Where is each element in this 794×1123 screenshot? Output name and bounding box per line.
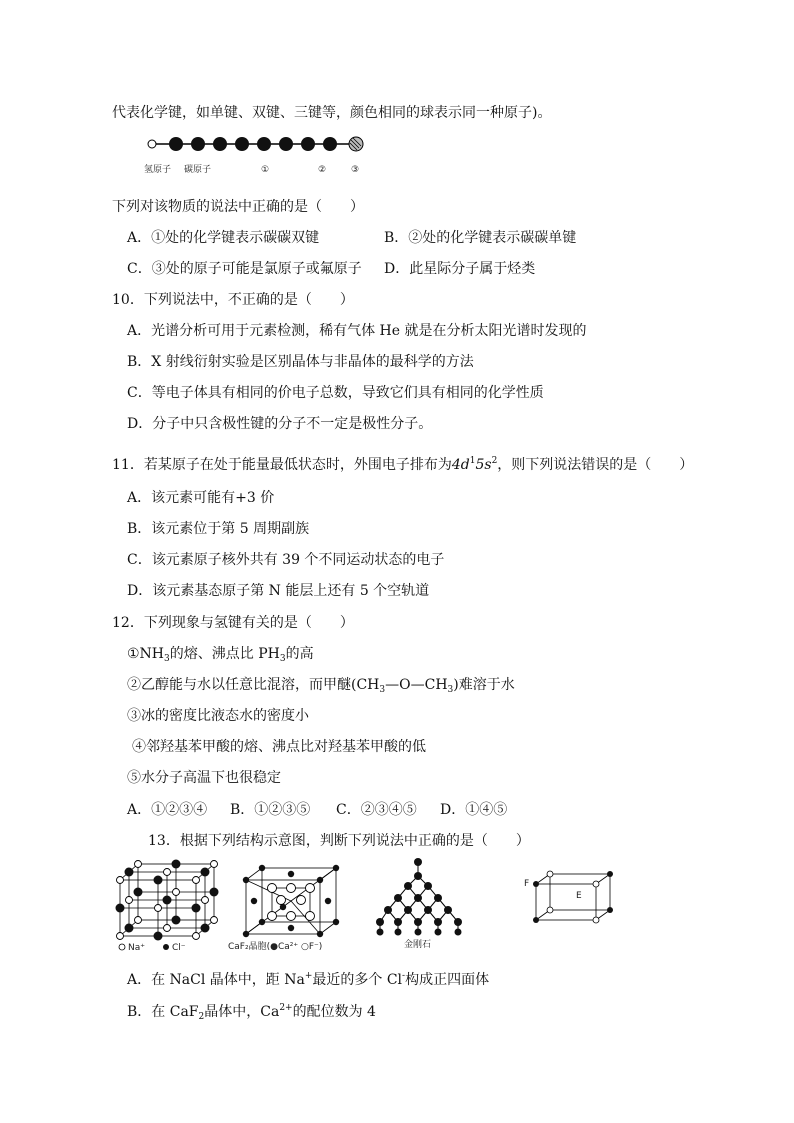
q12-choice-a: A．①②③④ <box>127 802 208 818</box>
carbon-atom <box>301 137 315 151</box>
label-m2: ② <box>318 165 327 175</box>
q13-optA-mid: 最近的多个 Cl <box>312 972 403 988</box>
q12-item-4: ④邻羟基苯甲酸的熔、沸点比对羟基苯甲酸的低 <box>132 739 426 755</box>
label-hydrogen: 氢原子 <box>144 165 172 175</box>
q11-option-a: A．该元素可能有+3 价 <box>127 490 275 506</box>
label-m1: ① <box>261 165 270 175</box>
q12-stem: 12．下列现象与氢键有关的是（ ） <box>112 615 354 631</box>
config-d: d <box>460 457 470 473</box>
carbon-atom <box>279 137 293 151</box>
q13-optA-pre: A．在 NaCl 晶体中，距 Na <box>127 972 305 988</box>
q12-choice-b: B．①②③⑤ <box>230 802 311 818</box>
q11-stem <box>112 452 693 474</box>
q13-optA-sup2: - <box>402 971 406 981</box>
q9-option-a: A．①处的化学键表示碳碳双键 <box>127 230 320 246</box>
q13-option-a <box>127 967 489 989</box>
q13-option-b <box>127 999 376 1026</box>
q10-option-c: C．等电子体具有相同的价电子总数，导致它们具有相同的化学性质 <box>127 385 544 401</box>
q10-option-a: A．光谱分析可用于元素检测，稀有气体 He 就是在分析太阳光谱时发现的 <box>127 323 587 339</box>
q11-stem-pre: 11．若某原子在处于能量最低状态时，外围电子排布为 <box>112 457 452 473</box>
q12-item1-c: 的高 <box>285 646 314 662</box>
label-carbon: 碳原子 <box>184 165 212 175</box>
q11-option-d: D．该元素基态原子第 N 能层上还有 5 个空轨道 <box>127 583 430 599</box>
q12-item-2 <box>127 676 515 699</box>
q12-item2-sub2: 3 <box>447 685 454 695</box>
diamond-lattice-figure <box>372 856 468 950</box>
q10-option-b: B．X 射线衍射实验是区别晶体与非晶体的最科学的方法 <box>127 354 474 370</box>
q13-optB-post: 的配位数为 4 <box>292 1004 376 1020</box>
q13-optB-sub: 2 <box>198 1012 205 1022</box>
nacl-na-label: Na⁺ <box>128 943 145 952</box>
q13-optA-post: 构成正四面体 <box>405 972 490 988</box>
q12-choice-c: C．②③④⑤ <box>336 802 417 818</box>
q13-optB-sup: 2+ <box>279 1003 293 1013</box>
q12-item1-b: 的熔、沸点比 PH <box>169 646 280 662</box>
config-sup-2: 2 <box>491 456 498 466</box>
q12-item-3: ③冰的密度比液态水的密度小 <box>127 708 309 724</box>
q11-option-b: B．该元素位于第 5 周期副族 <box>127 521 310 537</box>
q12-item1-a: ①NH <box>127 646 165 662</box>
q9-option-c: C．③处的原子可能是氯原子或氟原子 <box>127 261 362 277</box>
carbon-atom <box>235 137 249 151</box>
config-5: 5 <box>475 457 485 473</box>
q13-optB-pre: B．在 CaF <box>127 1004 199 1020</box>
carbon-atom <box>213 137 227 151</box>
hydrogen-atom <box>148 140 156 148</box>
caf2-lattice-figure <box>228 862 352 952</box>
q13-stem: 13．根据下列结构示意图，判断下列说法中正确的是（ ） <box>148 833 530 849</box>
q12-item2-b: —O—CH <box>385 677 448 693</box>
caf2-label: CaF₂晶胞(●Ca²⁺ ○F⁻) <box>228 942 323 952</box>
q9-option-d: D．此星际分子属于烃类 <box>384 261 536 277</box>
nacl-cl-label: Cl⁻ <box>172 943 186 952</box>
q9-intro-tail: 代表化学键，如单键、双键、三键等，颜色相同的球表示同一种原子)。 <box>112 105 552 121</box>
carbon-atom <box>169 137 183 151</box>
carbon-atom <box>191 137 205 151</box>
carbon-atom <box>323 137 337 151</box>
nacl-lattice-figure <box>112 858 224 952</box>
config-4: 4 <box>451 457 461 473</box>
q13-optB-mid: 晶体中，Ca <box>204 1004 280 1020</box>
cube-e-label: E <box>576 891 582 901</box>
q9-option-b: B．②处的化学键表示碳碳单键 <box>384 230 577 246</box>
q12-item1-sub1: 3 <box>164 654 170 664</box>
molecule-chain-figure <box>140 134 380 178</box>
cube-f-label: F <box>524 879 530 889</box>
config-s: s <box>484 457 492 473</box>
q12-choice-d: D．①④⑤ <box>440 802 508 818</box>
q12-item1-sub2: 3 <box>279 654 286 664</box>
q13-optA-sup1: + <box>304 971 313 981</box>
q11-stem-post: ，则下列说法错误的是（ ） <box>497 457 694 473</box>
config-sup-1: 1 <box>469 456 476 466</box>
q11-option-c: C．该元素原子核外共有 39 个不同运动状态的电子 <box>127 552 445 568</box>
carbon-atom <box>257 137 271 151</box>
q12-item2-a: ②乙醇能与水以任意比混溶，而甲醚(CH <box>127 677 380 693</box>
cube-fe-figure <box>520 866 620 928</box>
diamond-label: 金刚石 <box>404 940 432 950</box>
q10-stem: 10．下列说法中，不正确的是（ ） <box>112 292 354 308</box>
q12-item-1 <box>127 645 314 668</box>
q12-item-5: ⑤水分子高温下也很稳定 <box>127 770 281 786</box>
q9-stem: 下列对该物质的说法中正确的是（ ） <box>112 199 364 215</box>
q12-item2-sub1: 3 <box>379 685 386 695</box>
q10-option-d: D．分子中只含极性键的分子不一定是极性分子。 <box>127 416 433 432</box>
label-m3: ③ <box>351 165 360 175</box>
q12-item2-c: )难溶于水 <box>453 677 515 693</box>
